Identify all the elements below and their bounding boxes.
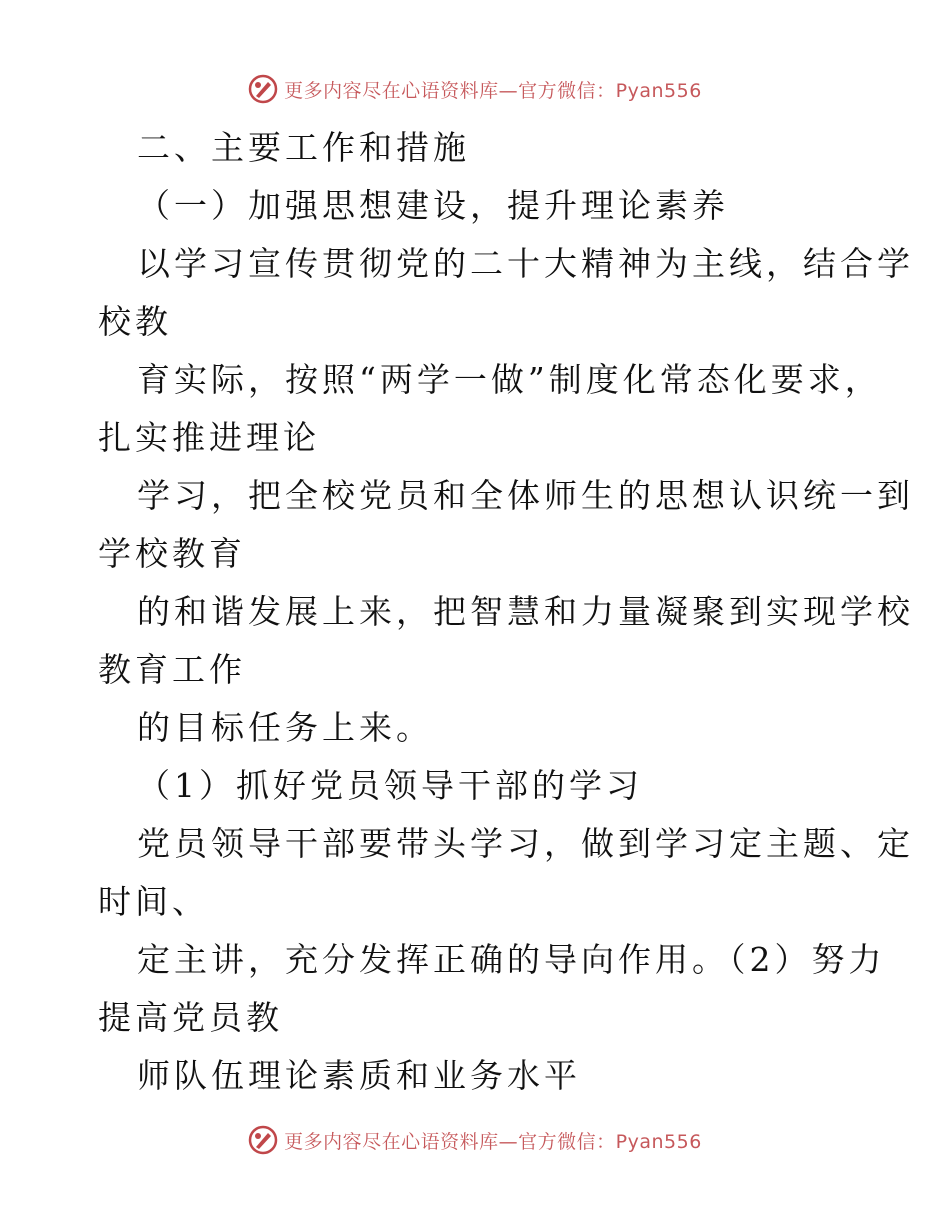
- paragraph-line: 以学习宣传贯彻党的二十大精神为主线，结合学: [137, 244, 914, 283]
- subsection-heading: （一）加强思想建设，提升理论素养: [137, 186, 729, 225]
- paragraph-line: 时间、: [98, 882, 209, 921]
- paragraph-line: 学习，把全校党员和全体师生的思想认识统一到: [137, 476, 914, 515]
- watermark-text: 更多内容尽在心语资料库—官方微信：Pyan556: [284, 79, 702, 102]
- watermark-text: 更多内容尽在心语资料库—官方微信：Pyan556: [284, 1130, 702, 1153]
- paragraph-line: 定主讲，充分发挥正确的导向作用。（2）努力: [137, 940, 886, 979]
- paragraph-line: 的目标任务上来。: [137, 708, 433, 747]
- paragraph-line: 校教: [98, 302, 172, 341]
- paragraph-line: 扎实推进理论: [98, 418, 320, 457]
- footer-watermark: [0, 1125, 950, 1155]
- paragraph-line: 党员领导干部要带头学习，做到学习定主题、定: [137, 824, 914, 863]
- logo-icon: [248, 1125, 278, 1155]
- header-watermark: [0, 74, 950, 104]
- paragraph-line: 教育工作: [98, 650, 246, 689]
- paragraph-line: 提高党员教: [98, 998, 283, 1037]
- paragraph-line: 的和谐发展上来，把智慧和力量凝聚到实现学校: [137, 592, 914, 631]
- section-heading: 二、主要工作和措施: [137, 128, 470, 167]
- item-heading: （1）抓好党员领导干部的学习: [137, 766, 643, 805]
- paragraph-line: 师队伍理论素质和业务水平: [137, 1056, 581, 1095]
- paragraph-line: 育实际，按照“两学一做”制度化常态化要求，: [137, 360, 882, 399]
- paragraph-line: 学校教育: [98, 534, 246, 573]
- logo-icon: [248, 74, 278, 104]
